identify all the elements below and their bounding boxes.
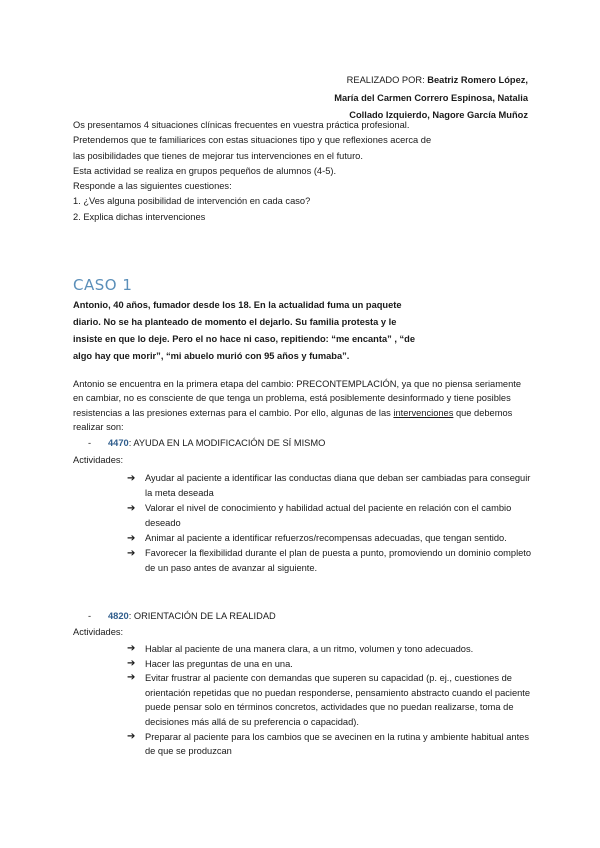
arrow-right-icon: ➔: [127, 533, 136, 544]
dash-bullet: -: [88, 611, 92, 621]
list-item: ➔ Valorar el nivel de conocimiento y habilidad actual del paciente en relación con el cambio deseado: [127, 503, 512, 528]
authors-block: [334, 72, 528, 125]
list-item: ➔ Animar al paciente a identificar refuerzos/recompensas adecuadas, que tengan sentido.: [127, 533, 507, 544]
intro-paragraph: Esta actividad se realiza en grupos pequeños de alumnos (4-5).: [73, 165, 337, 176]
case-analysis: [73, 377, 528, 434]
authors-line-3: Collado Izquierdo, Nagore García Muñoz: [349, 110, 528, 120]
analysis-text-end: que debemos realizar son:: [73, 407, 513, 432]
arrow-right-icon: ➔: [127, 643, 136, 654]
nic-heading: [88, 438, 325, 448]
activities-list: [127, 471, 532, 576]
authors-line-2: María del Carmen Correro Espinosa, Natalia: [334, 92, 528, 103]
question-2: 2. Explica dichas intervenciones: [73, 211, 206, 222]
intro-paragraph: Responde a las siguientes cuestiones:: [73, 181, 232, 192]
nic-heading: [88, 611, 276, 621]
list-item: ➔ Hacer las preguntas de una en una.: [127, 657, 532, 672]
analysis-text: Antonio se encuentra en la primera etapa del cambio: PRECONTEMPLACIÓN, ya que no piensa seriamente en cambiar, no es consciente de que tenga un problema, está posiblemente desinformado y tiene posibles resistencias a las presiones externas para el cambio. Por ello, algunas de las: [73, 379, 522, 418]
intro-paragraph: Os presentamos 4 situaciones clínicas frecuentes en vuestra práctica profesional.: [73, 120, 410, 130]
list-item: ➔ Evitar frustrar al paciente con demandas que superen su capacidad (p. ej., cuestiones de orientación repetidas que no puedan responderse, pensamiento abstracto cuando el paciente puede pensar solo en términos concretos, actividades que no puedan realizarse, toma de decisiones más allá de su preferencia o capacidad).: [127, 672, 531, 727]
case-title: CASO 1: [73, 276, 133, 294]
list-item: ➔ Hablar al paciente de una manera clara, a un ritmo, volumen y tono adecuados.: [127, 642, 532, 657]
intro-text: [73, 118, 433, 225]
nic-code: 4470: [108, 438, 129, 448]
authors-prefix: REALIZADO POR:: [346, 75, 425, 85]
case-description: Antonio, 40 años, fumador desde los 18. En la actualidad fuma un paquete diario. No se ha planteado de momento el dejarlo. Su familia protesta y le insiste en que lo deje. Pero el no hace ni caso, repitiendo: “me encanta” , “de algo hay que morir”, “mi abuelo murió con 95 años y fumaba”.: [73, 300, 416, 361]
activities-label: Actividades:: [73, 455, 124, 465]
arrow-right-icon: ➔: [127, 730, 136, 742]
list-item: ➔ Ayudar al paciente a identificar las conductas diana que deban ser cambiadas para conseguir la meta deseada: [127, 473, 531, 498]
arrow-right-icon: ➔: [127, 548, 136, 559]
arrow-right-icon: ➔: [127, 672, 136, 684]
dash-bullet: -: [88, 438, 92, 448]
list-item: ➔ Favorecer la flexibilidad durante el plan de puesta a punto, promoviendo un dominio completo de un paso antes de avanzar al siguiente.: [127, 548, 532, 573]
arrow-right-icon: ➔: [127, 657, 136, 669]
arrow-right-icon: ➔: [127, 503, 136, 514]
authors-line-1: Beatriz Romero López,: [427, 75, 528, 85]
arrow-right-icon: ➔: [127, 473, 136, 484]
analysis-underlined: intervenciones: [393, 407, 454, 418]
nic-code: 4820: [108, 611, 129, 621]
activities-label: Actividades:: [73, 627, 124, 637]
list-item: ➔ Preparar al paciente para los cambios que se avecinen en la rutina y ambiente habitual antes de que se produzcan: [127, 730, 529, 757]
activities-list: [127, 642, 532, 759]
nic-name: : AYUDA EN LA MODIFICACIÓN DE SÍ MISMO: [128, 438, 326, 448]
nic-name: : ORIENTACIÓN DE LA REALIDAD: [128, 611, 276, 621]
question-1: 1. ¿Ves alguna posibilidad de intervención en cada caso?: [73, 196, 311, 207]
intro-paragraph: Pretendemos que te familiarices con estas situaciones tipo y que reflexiones acerca de las posibilidades que tienes de mejorar tus intervenciones en el futuro.: [73, 135, 432, 161]
